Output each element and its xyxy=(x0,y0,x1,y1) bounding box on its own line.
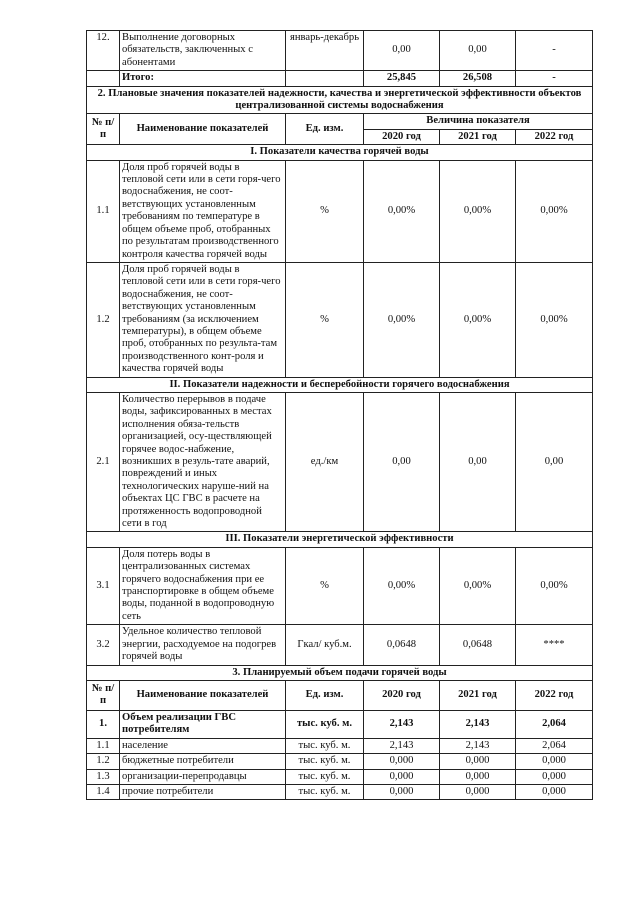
row-unit: Гкал/ куб.м. xyxy=(286,625,364,665)
row-value-2: 0,00 xyxy=(440,31,516,71)
col-name-header: Наименование показателей xyxy=(120,680,286,710)
col-number-header: № п/п xyxy=(87,114,120,145)
table-row xyxy=(87,547,593,624)
value-2020: 0,00% xyxy=(364,160,440,262)
row-unit: тыс. куб. м. xyxy=(286,769,364,784)
row-value-3: - xyxy=(516,31,593,71)
table-row xyxy=(87,754,593,769)
year-2020-header: 2020 год xyxy=(364,680,440,710)
row-unit: тыс. куб. м. xyxy=(286,784,364,799)
value-2021: 0,000 xyxy=(440,769,516,784)
value-2021: 0,00% xyxy=(440,160,516,262)
row-name: Доля проб горячей воды в тепловой сети или в сети горя-чего водоснабжения, не соот-ветствующих установленным требованиям по температуре в общем объеме проб, отобранных по результатам производственного контроля качества горячей воды xyxy=(120,160,286,262)
row-unit: ед./км xyxy=(286,392,364,531)
row-period: январь-декабрь xyxy=(286,31,364,71)
value-2020: 0,00% xyxy=(364,547,440,624)
total-value-2: 26,508 xyxy=(440,71,516,86)
total-value-3: - xyxy=(516,71,593,86)
row-number: 12. xyxy=(87,31,120,71)
table-row xyxy=(87,160,593,262)
row-name: Доля потерь воды в централизованных системах горячего водоснабжения при ее транспортировке в общем объеме воды, поданной в водопроводную сеть xyxy=(120,547,286,624)
row-unit: % xyxy=(286,160,364,262)
value-2021: 2,143 xyxy=(440,738,516,753)
value-2022: 0,00 xyxy=(516,392,593,531)
table-row xyxy=(87,784,593,799)
row-unit: тыс. куб. м. xyxy=(286,754,364,769)
row-number: 1.4 xyxy=(87,784,120,799)
row-name: Доля проб горячей воды в тепловой сети или в сети горя-чего водоснабжения, не соот-ветствующих установленным требованиям (за исключением температуры), в общем объеме проб, отобранных по результа-там производственного конт-роля и качества горячей воды xyxy=(120,262,286,377)
row-unit: тыс. куб. м. xyxy=(286,738,364,753)
value-2022: 0,000 xyxy=(516,754,593,769)
value-2021: 0,000 xyxy=(440,754,516,769)
table-row xyxy=(87,392,593,531)
row-unit: % xyxy=(286,262,364,377)
row-name: Количество перерывов в подаче воды, зафиксированных в местах исполнения обяза-тельств организацией, осу-ществляющей горячее водос-набжение, возникших в резуль-тате аварий, повреждений и иных технологических наруше-ний на объектах ЦС ГВС в расчете на протяженность водопроводной сети в год xyxy=(120,392,286,531)
value-2020: 0,000 xyxy=(364,769,440,784)
document-page xyxy=(86,30,592,800)
table-row xyxy=(87,710,593,738)
value-2021: 0,000 xyxy=(440,784,516,799)
value-2020: 0,000 xyxy=(364,754,440,769)
table-row xyxy=(87,31,593,71)
header-row xyxy=(87,114,593,129)
total-value-1: 25,845 xyxy=(364,71,440,86)
col-unit-header: Ед. изм. xyxy=(286,680,364,710)
value-2020: 2,143 xyxy=(364,738,440,753)
row-name: Удельное количество тепловой энергии, расходуемое на подогрев горячей воды xyxy=(120,625,286,665)
row-name: Объем реализации ГВС потребителям xyxy=(120,710,286,738)
value-2021: 0,0648 xyxy=(440,625,516,665)
value-2022: 0,000 xyxy=(516,784,593,799)
table-row xyxy=(87,769,593,784)
group-title-row xyxy=(87,532,593,547)
row-number: 1.2 xyxy=(87,754,120,769)
section-2-title: 2. Плановые значения показателей надежности, качества и энергетической эффективности объектов централизованной системы водоснабжения xyxy=(87,86,593,114)
row-number: 2.1 xyxy=(87,392,120,531)
header-row xyxy=(87,680,593,710)
row-number: 1.2 xyxy=(87,262,120,377)
value-2020: 0,0648 xyxy=(364,625,440,665)
row-number: 3.2 xyxy=(87,625,120,665)
value-2022: 0,00% xyxy=(516,160,593,262)
col-unit-header: Ед. изм. xyxy=(286,114,364,145)
col-value-header: Величина показателя xyxy=(364,114,593,129)
value-2021: 0,00% xyxy=(440,547,516,624)
row-number: 3.1 xyxy=(87,547,120,624)
row-number: 1.1 xyxy=(87,160,120,262)
value-2020: 0,000 xyxy=(364,784,440,799)
row-name: Выполнение договорных обязательств, заключенных с абонентами xyxy=(120,31,286,71)
value-2020: 0,00 xyxy=(364,392,440,531)
section-3-title: 3. Планируемый объем подачи горячей воды xyxy=(87,665,593,680)
year-2022-header: 2022 год xyxy=(516,129,593,144)
total-row xyxy=(87,71,593,86)
row-name: бюджетные потребители xyxy=(120,754,286,769)
value-2022: 0,00% xyxy=(516,547,593,624)
row-period xyxy=(286,71,364,86)
value-2020: 0,00% xyxy=(364,262,440,377)
section-title-row xyxy=(87,86,593,114)
row-unit: тыс. куб. м. xyxy=(286,710,364,738)
row-name: население xyxy=(120,738,286,753)
row-name: прочие потребители xyxy=(120,784,286,799)
col-name-header: Наименование показателей xyxy=(120,114,286,145)
col-number-header: № п/п xyxy=(87,680,120,710)
row-unit: % xyxy=(286,547,364,624)
value-2022: 0,000 xyxy=(516,769,593,784)
table-row xyxy=(87,738,593,753)
report-table-body xyxy=(87,31,593,800)
row-number: 1.3 xyxy=(87,769,120,784)
year-2021-header: 2021 год xyxy=(440,680,516,710)
value-2022: **** xyxy=(516,625,593,665)
value-2021: 0,00 xyxy=(440,392,516,531)
value-2020: 2,143 xyxy=(364,710,440,738)
value-2021: 2,143 xyxy=(440,710,516,738)
row-name: организации-перепродавцы xyxy=(120,769,286,784)
value-2022: 2,064 xyxy=(516,710,593,738)
value-2022: 0,00% xyxy=(516,262,593,377)
year-2021-header: 2021 год xyxy=(440,129,516,144)
row-value-1: 0,00 xyxy=(364,31,440,71)
row-number: 1. xyxy=(87,710,120,738)
year-2022-header: 2022 год xyxy=(516,680,593,710)
row-number xyxy=(87,71,120,86)
group-2-title: II. Показатели надежности и бесперебойности горячего водоснабжения xyxy=(87,377,593,392)
section-title-row xyxy=(87,665,593,680)
report-table xyxy=(86,30,593,800)
row-number: 1.1 xyxy=(87,738,120,753)
group-3-title: III. Показатели энергетической эффективности xyxy=(87,532,593,547)
year-2020-header: 2020 год xyxy=(364,129,440,144)
table-row xyxy=(87,625,593,665)
table-row xyxy=(87,262,593,377)
value-2022: 2,064 xyxy=(516,738,593,753)
value-2021: 0,00% xyxy=(440,262,516,377)
group-title-row xyxy=(87,377,593,392)
group-title-row xyxy=(87,145,593,160)
group-1-title: I. Показатели качества горячей воды xyxy=(87,145,593,160)
total-label: Итого: xyxy=(120,71,286,86)
